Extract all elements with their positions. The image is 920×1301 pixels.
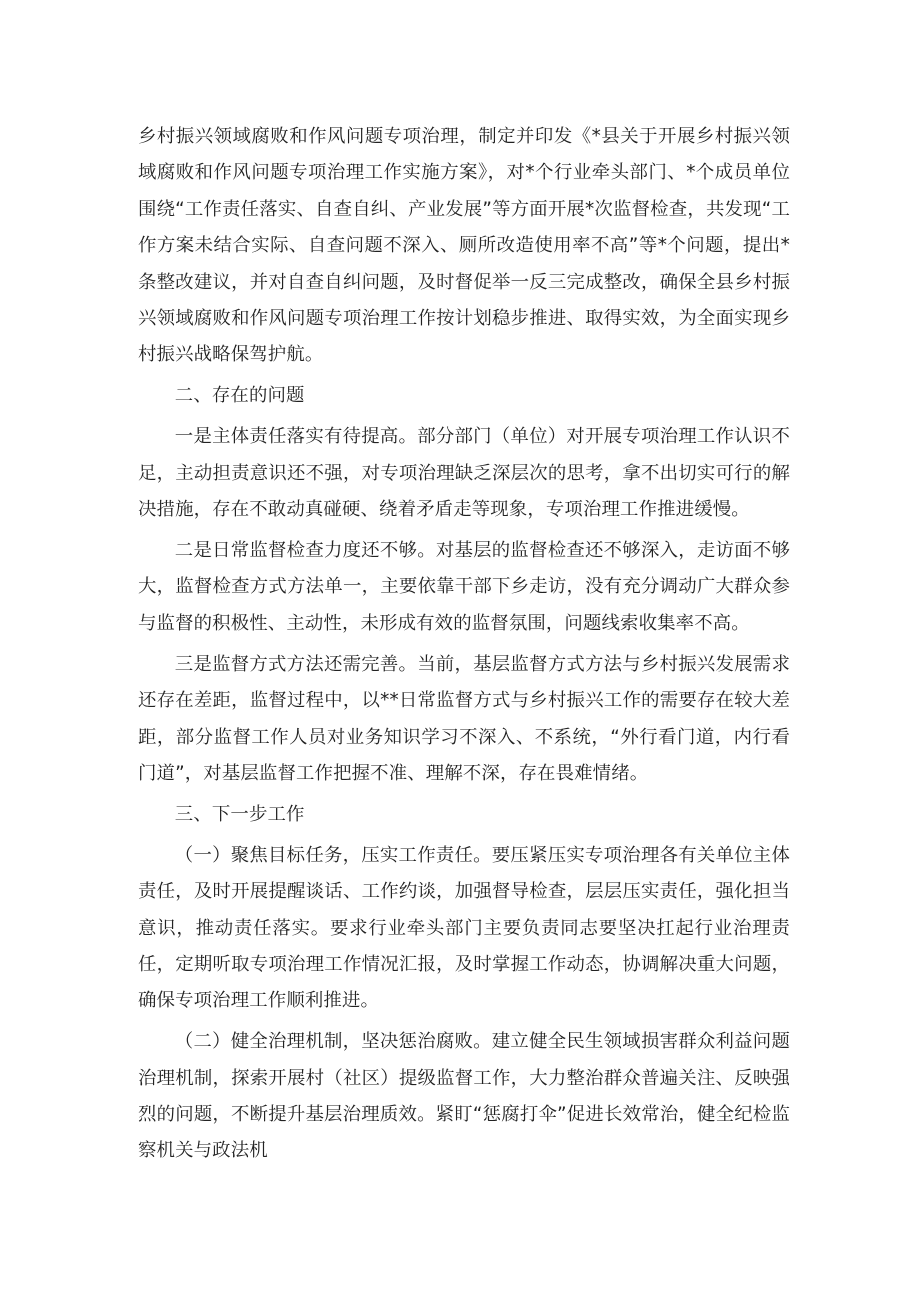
paragraph-next-step-1: （一）聚焦目标任务，压实工作责任。要压紧压实专项治理各有关单位主体责任，及时开展提醒谈话、工作约谈，加强督导检查，层层压实责任，强化担当意识，推动责任落实。要求行业牵头部门主要负责同志要坚决扛起行业治理责任，定期听取专项治理工作情况汇报，及时掌握工作动态，协调解决重大问题，确保专项治理工作顺利推进。: [138, 844, 790, 1012]
section-heading-next-steps: 三、下一步工作: [174, 803, 305, 825]
paragraph-problem-1: 一是主体责任落实有待提高。部分部门（单位）对开展专项治理工作认识不足，主动担责意识还不强，对专项治理缺乏深层次的思考，拿不出切实可行的解决措施，存在不敢动真碰硬、绕着矛盾走等现象，专项治理工作推进缓慢。: [138, 426, 790, 521]
paragraph-problem-3: 三是监督方式方法还需完善。当前，基层监督方式方法与乡村振兴发展需求还存在差距，监督过程中，以**日常监督方式与乡村振兴工作的需要存在较大差距，部分监督工作人员对业务知识学习不深入、不系统，“外行看门道，内行看门道”，对基层监督工作把握不准、理解不深，存在畏难情绪。: [138, 653, 790, 784]
document-body: [138, 119, 790, 1174]
section-heading-problems: 二、存在的问题: [174, 385, 305, 407]
paragraph-intro-continuation: 乡村振兴领域腐败和作风问题专项治理，制定并印发《*县关于开展乡村振兴领域腐败和作风问题专项治理工作实施方案》，对*个行业牵头部门、*个成员单位围绕“工作责任落实、自查自纠、产业发展”等方面开展*次监督检查，共发现“工作方案未结合实际、自查问题不深入、厕所改造使用率不高”等*个问题，提出*条整改建议，并对自查自纠问题，及时督促举一反三完成整改，确保全县乡村振兴领域腐败和作风问题专项治理工作按计划稳步推进、取得实效，为全面实现乡村振兴战略保驾护航。: [138, 126, 790, 366]
paragraph-next-step-2: （二）健全治理机制，坚决惩治腐败。建立健全民生领域损害群众利益问题治理机制，探索开展村（社区）提级监督工作，大力整治群众普遍关注、反映强烈的问题，不断提升基层治理质效。紧盯“惩腐打伞”促进长效常治，健全纪检监察机关与政法机: [138, 1031, 790, 1162]
paragraph-problem-2: 二是日常监督检查力度还不够。对基层的监督检查还不够深入，走访面不够大，监督检查方式方法单一，主要依靠干部下乡走访，没有充分调动广大群众参与监督的积极性、主动性，未形成有效的监督氛围，问题线索收集率不高。: [138, 539, 790, 634]
